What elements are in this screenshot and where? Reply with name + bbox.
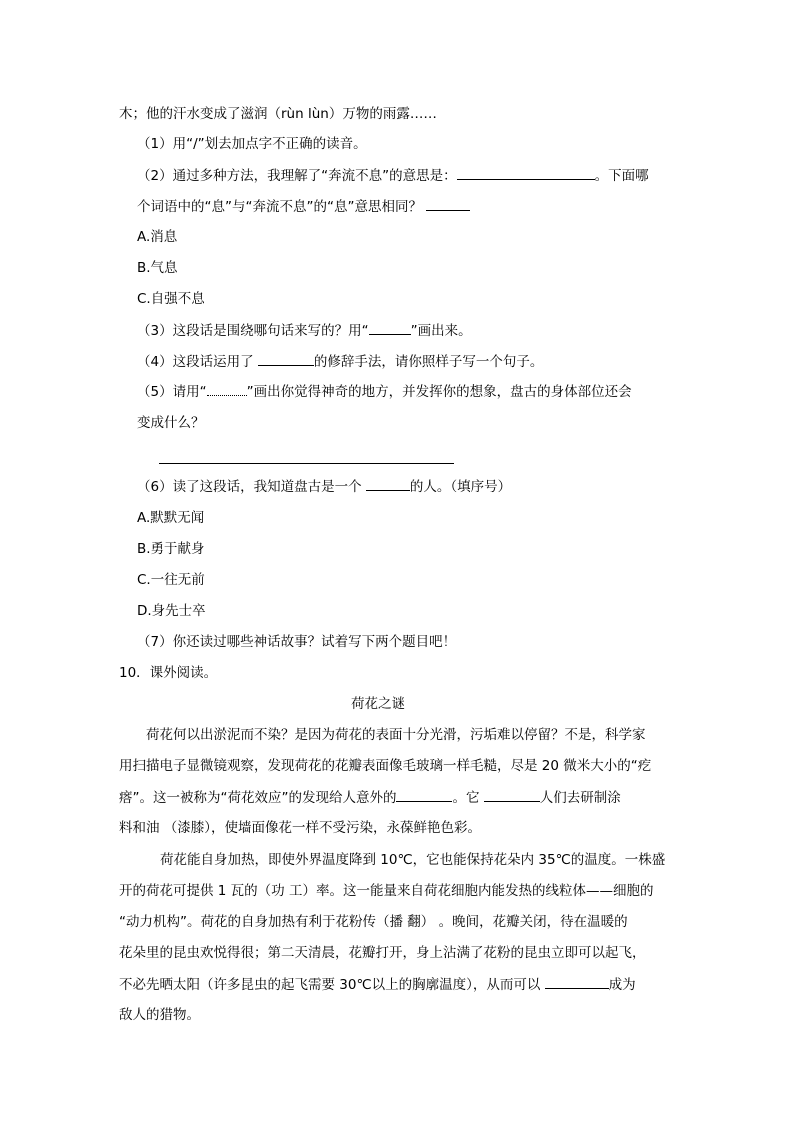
passage-tail: 木；他的汗水变成了滋润（rùn lùn）万物的雨露…… (119, 106, 437, 122)
paragraph-line: “动力机构”。荷花的自身加热有利于花粉传（播 翻） 。晚间，花瓣关闭，待在温暖的 (119, 914, 628, 930)
option-d: D.身先士卒 (137, 603, 206, 619)
p1-text: 瘩”。这一被称为“荷花效应”的发现给人意外的 (119, 790, 397, 806)
paragraph-line (119, 788, 621, 807)
answer-line[interactable] (159, 463, 454, 464)
option-c: C.自强不息 (137, 291, 205, 307)
q3-text-end: ”画出来。 (410, 323, 472, 339)
question-4 (137, 352, 543, 371)
option-c: C.一往无前 (137, 572, 205, 588)
q2-text-cont: 个词语中的“息”与“奔流不息”的“息”意思相同？ (137, 199, 422, 215)
option-a: A.默默无闻 (137, 510, 205, 526)
answer-blank[interactable] (366, 477, 410, 491)
q6-text-end: 的人。（填序号） (409, 479, 512, 495)
p1-text: 。它 (452, 790, 484, 806)
question-5-cont: 变成什么？ (137, 415, 205, 431)
question-6 (137, 477, 511, 496)
q4-text-end: 的修辞手法，请你照样子写一个句子。 (313, 354, 544, 370)
passage-title: 荷花之谜 (351, 696, 405, 712)
paragraph-line: 开的荷花可提供 1 瓦的（功 工）率。这一能量来自荷花细胞内能发热的线粒体——细胞的 (119, 883, 654, 899)
q3-text: （3）这段话是围绕哪句话来写的？用“ (137, 323, 369, 339)
option-a: A.消息 (137, 229, 178, 245)
q4-text: （4）这段话运用了 (137, 354, 258, 370)
answer-blank[interactable] (484, 788, 540, 802)
answer-blank[interactable] (396, 788, 452, 802)
question-3 (137, 321, 472, 340)
paragraph-line: 荷花能自身加热，即使外界温度降到 10℃，它也能保持花朵内 35℃的温度。一株盛 (160, 852, 666, 868)
answer-blank[interactable] (258, 352, 314, 366)
question-2 (137, 166, 649, 185)
paragraph-line: 料和油 （漆膝），使墙面像花一样不受污染，永葆鲜艳色彩。 (119, 820, 482, 836)
p2-text: 不必先晒太阳（许多昆虫的起飞需要 30℃以上的胸廓温度），从而可以 (119, 977, 545, 993)
q2-text-end: 。下面哪 (594, 168, 649, 184)
question-1: （1）用“/”划去加点字不正确的读音。 (137, 136, 367, 152)
answer-blank[interactable] (426, 197, 470, 211)
question-10: 10．课外阅读。 (119, 665, 218, 681)
question-2-cont (137, 197, 470, 216)
p2-text: 成为 (608, 977, 636, 993)
q6-text: （6）读了这段话，我知道盘古是一个 (137, 479, 366, 495)
paragraph-line: 用扫描电子显微镜观察，发现荷花的花瓣表面像毛玻璃一样毛糙，尽是 20 微米大小的“疙 (119, 758, 652, 774)
option-b: B.勇于献身 (137, 541, 205, 557)
paragraph-line: 花朵里的昆虫欢悦得很；第二天清晨，花瓣打开，身上沾满了花粉的昆虫立即可以起飞， (119, 945, 646, 961)
answer-blank[interactable] (545, 975, 609, 989)
answer-blank[interactable] (457, 166, 595, 180)
question-5 (137, 383, 632, 401)
question-7: （7）你还读过哪些神话故事？试着写下两个题目吧！ (137, 634, 457, 650)
paragraph-line: 敌人的猎物。 (119, 1007, 200, 1023)
q5-text-end: ”画出你觉得神奇的地方，并发挥你的想象，盘古的身体部位还会 (246, 384, 632, 400)
paragraph-line (119, 975, 636, 994)
wavy-line-mark (207, 385, 247, 396)
paragraph-line: 荷花何以出淤泥而不染？是因为荷花的表面十分光滑，污垢难以停留？不是，科学家 (146, 727, 646, 743)
q5-text: （5）请用“ (137, 384, 207, 400)
answer-blank[interactable] (369, 321, 411, 335)
p1-text: 人们去研制涂 (539, 790, 621, 806)
option-b: B.气息 (137, 260, 178, 276)
q2-text: （2）通过多种方法，我理解了“奔流不息”的意思是： (137, 168, 457, 184)
